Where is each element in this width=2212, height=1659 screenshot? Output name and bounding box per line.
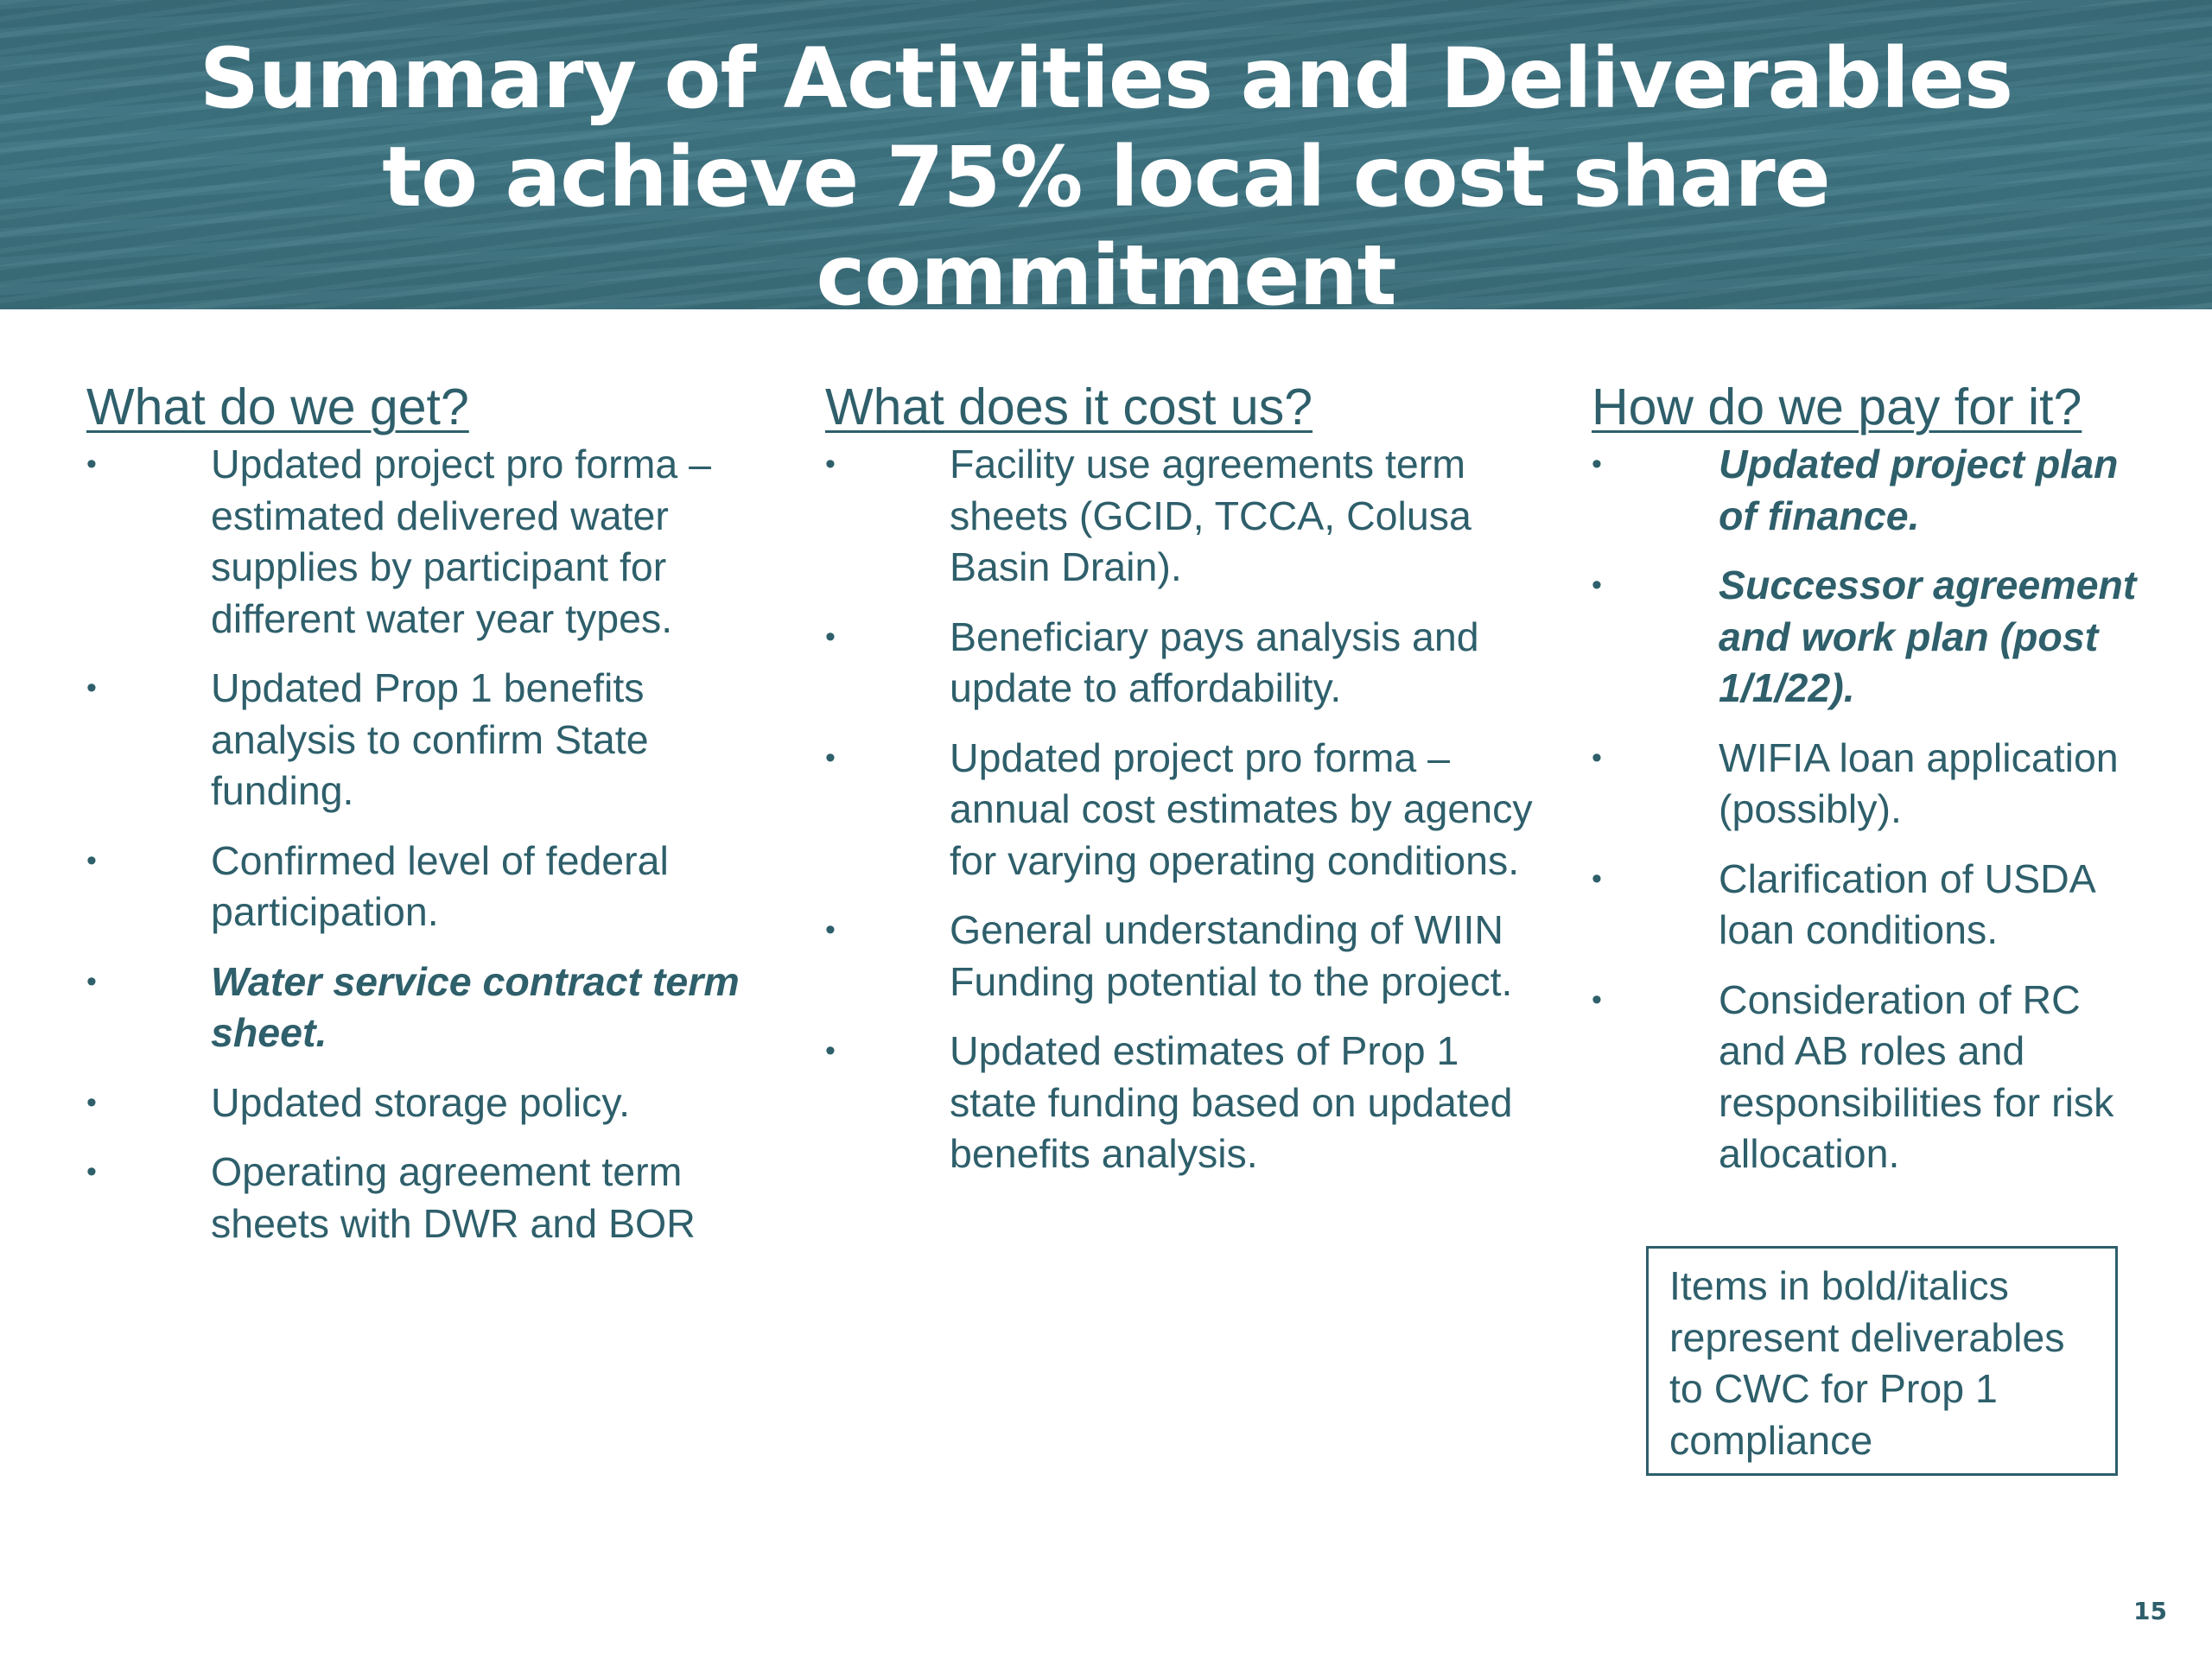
title-banner <box>0 0 2212 309</box>
bullet-icon: • <box>86 964 97 998</box>
list-item <box>825 612 1534 715</box>
bullet-icon: • <box>1592 982 1602 1016</box>
list-item <box>825 439 1534 594</box>
column-heading: What do we get? <box>86 378 469 435</box>
list-item <box>86 439 795 645</box>
list-item-text: Successor agreement and work plan (post 1/1/22). <box>1719 563 2137 710</box>
bullet-list <box>1592 439 2153 1180</box>
list-item <box>1592 560 2153 715</box>
list-item <box>1592 854 2153 957</box>
list-item-text: Consideration of RC and AB roles and responsibilities for risk allocation. <box>1719 976 2114 1176</box>
column-what-do-we-get <box>86 377 795 1268</box>
bullet-icon: • <box>825 913 836 946</box>
bullet-icon: • <box>1592 861 1602 895</box>
slide-title-line-2: to achieve 75% local cost share <box>382 129 1830 226</box>
list-item-text: Facility use agreements term sheets (GCID, TCCA, Colusa Basin Drain). <box>950 442 1471 589</box>
bullet-list <box>825 439 1534 1180</box>
list-item <box>1592 733 2153 836</box>
list-item-text: Operating agreement term sheets with DWR and BOR <box>211 1149 696 1246</box>
list-item-text: WIFIA loan application (possibly). <box>1719 734 2119 831</box>
list-item-text: Confirmed level of federal participation. <box>211 837 669 934</box>
bullet-icon: • <box>825 620 836 653</box>
bullet-icon: • <box>1592 448 1602 480</box>
column-what-does-it-cost-us <box>825 377 1534 1198</box>
bullet-icon: • <box>825 448 836 480</box>
legend-note-box: Items in bold/italics represent deliverables to CWC for Prop 1 compliance <box>1646 1246 2118 1476</box>
bullet-icon: • <box>825 741 836 774</box>
list-item-text: Clarification of USDA loan conditions. <box>1719 855 2094 952</box>
list-item <box>86 957 795 1059</box>
bullet-icon: • <box>825 1034 836 1067</box>
list-item <box>825 733 1534 887</box>
list-item <box>86 663 795 817</box>
column-how-do-we-pay-for-it <box>1592 377 2153 1198</box>
slide-title-line-1: Summary of Activities and Deliverables <box>199 30 2013 127</box>
list-item-text: Updated project plan of finance. <box>1719 442 2119 538</box>
list-item-text: General understanding of WIIN Funding potential to the project. <box>950 907 1513 1004</box>
list-item-text: Beneficiary pays analysis and update to affordability. <box>950 613 1479 710</box>
column-heading: What does it cost us? <box>825 378 1313 435</box>
list-item-text: Updated project pro forma – estimated delivered water supplies by participant for different water year types. <box>211 442 711 641</box>
list-item-text: Updated estimates of Prop 1 state funding based on updated benefits analysis. <box>950 1028 1513 1176</box>
list-item-text: Updated Prop 1 benefits analysis to confirm State funding. <box>211 665 649 813</box>
column-heading: How do we pay for it? <box>1592 378 2082 435</box>
bullet-icon: • <box>86 1155 97 1188</box>
slide-title <box>0 29 2212 309</box>
list-item <box>86 1077 795 1129</box>
list-item <box>86 836 795 938</box>
list-item <box>86 1147 795 1249</box>
bullet-icon: • <box>86 1085 97 1119</box>
bullet-icon: • <box>86 843 97 877</box>
bullet-icon: • <box>86 671 97 704</box>
slide-title-line-3: commitment <box>816 227 1396 309</box>
bullet-icon: • <box>1592 569 1602 601</box>
bullet-list <box>86 439 795 1249</box>
bullet-icon: • <box>86 448 97 480</box>
bullet-icon: • <box>1592 741 1602 774</box>
list-item-text: Updated storage policy. <box>211 1079 631 1125</box>
page-number: 15 <box>2133 1597 2167 1625</box>
list-item-text: Water service contract term sheet. <box>211 958 740 1055</box>
list-item <box>825 1026 1534 1180</box>
list-item-text: Updated project pro forma – annual cost estimates by agency for varying operating conditions. <box>950 734 1533 883</box>
list-item <box>1592 439 2153 542</box>
list-item <box>1592 975 2153 1180</box>
list-item <box>825 905 1534 1007</box>
